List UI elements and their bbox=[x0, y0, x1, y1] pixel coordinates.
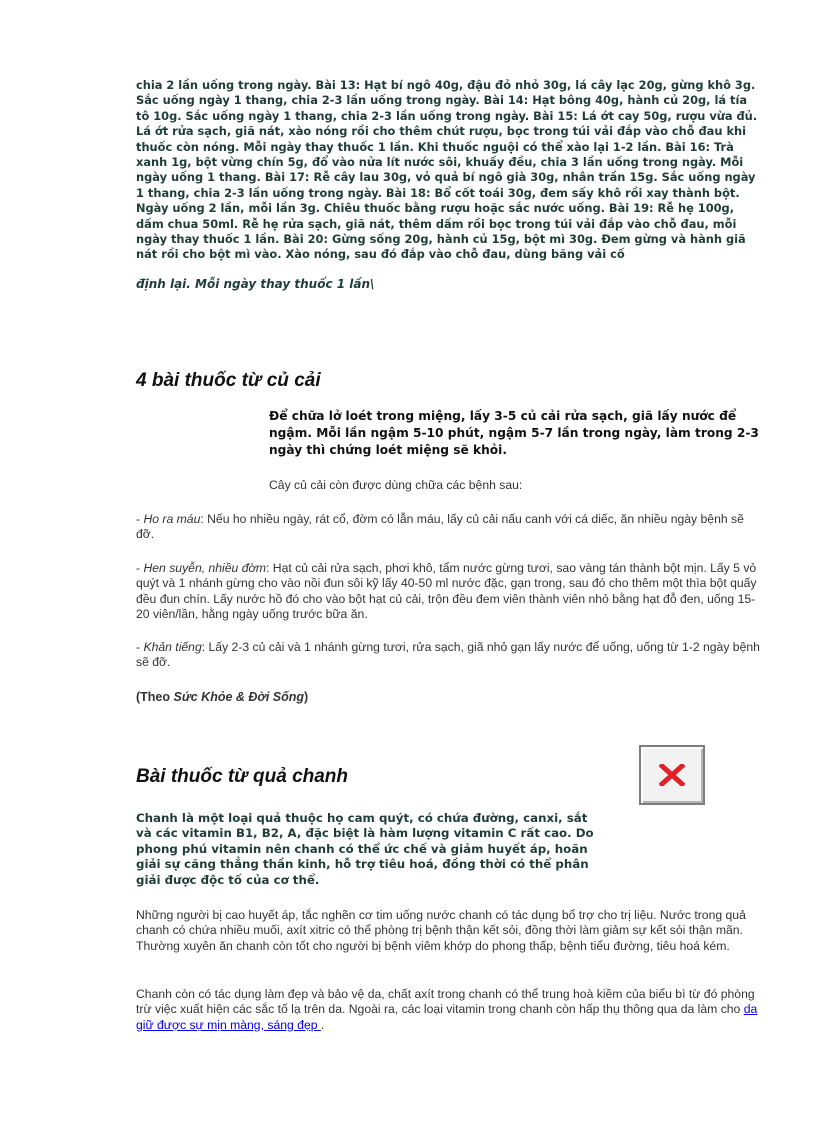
source-credit: (Theo Sức Khỏe & Đời Sống) bbox=[136, 690, 309, 704]
smooth-skin-link[interactable]: da giữ được sự mịn màng, sáng đẹp bbox=[136, 1002, 758, 1032]
list-item-ho-ra-mau: - Ho ra máu: Nếu ho nhiều ngày, rát cổ, đờm có lẫn máu, lấy củ cải nấu canh với cá diếc, ăn nhiều ngày bệnh sẽ đỡ. bbox=[136, 512, 744, 542]
lemon-intro: Chanh là một loại quả thuộc họ cam quýt, có chứa đường, canxi, sắt và các vitamin B1, B2, A, đặc biệt là hàm lượng vitamin C rất cao. Do phong phú vitamin nên chanh có thể ức chế và giảm huyết áp, hoãn giải sự căng thẳng thần kinh, hỗ trợ tiêu hoá, đồng thời có thể phân giải được độc tố của cơ thể. bbox=[136, 811, 594, 887]
term-label: Ho ra máu bbox=[143, 512, 201, 526]
list-item-hen-suyen: - Hen suyễn, nhiều đờm: Hạt củ cải rửa sạch, phơi khô, tẩm nước gừng tươi, sao vàng tán thành bột mịn. Lấy 5 vỏ quýt và 1 nhánh gừng cho vào nồi đun sôi kỹ lấy 40-50 ml nước đặc, gạn trong, sau đó cho thêm một thìa bột quấy đều đun chín. Lấy nước hồ đó cho vào bột hạt củ cải, trộn đều đem viên thành viên nhỏ bằng hạt đỗ đen, uống 15-20 viên/lần, hằng ngày uống trước bữa ăn. bbox=[136, 561, 757, 622]
term-label: Khản tiếng bbox=[143, 640, 202, 654]
list-item-khan-tieng: - Khản tiếng: Lấy 2-3 củ cải và 1 nhánh gừng tươi, rửa sạch, giã nhỏ gạn lấy nước để uống, uống từ 1-2 ngày bệnh sẽ đỡ. bbox=[136, 640, 760, 670]
lemon-paragraph-2: Chanh còn có tác dụng làm đẹp và bảo vệ da, chất axít trong chanh có thể trung hoà kiềm của biểu bì từ đó phòng trừ việc xuất hiện các sắc tố lạ trên da. Ngoài ra, các loại vitamin trong chanh còn hấp thụ thông qua da làm cho da giữ được sự mịn màng, sáng đẹp . bbox=[136, 987, 758, 1032]
term-label: Hen suyễn, nhiều đờm bbox=[143, 561, 266, 575]
remedy-list-paragraph: chia 2 lần uống trong ngày. Bài 13: Hạt bí ngô 40g, đậu đỏ nhỏ 30g, lá cây lạc 20g, gừng khô 3g. Sắc uống ngày 1 thang, chia 2-3 lần uống trong ngày. Bài 14: Hạt bông 40g, hành củ 20g, lá tía tô 10g. Sắc uống ngày 1 thang, chia 2-3 lần uống trong ngày. Bài 15: Lá ớt cay 50g, rượu vừa đủ. Lá ớt rửa sạch, giã nát, xào nóng rồi cho thêm chút rượu, bọc trong túi vải đắp vào chỗ đau khi thuốc còn nóng. Mỗi ngày thay thuốc 1 lần. Khi thuốc nguội có thể xào lại 1-2 lần. Bài 16: Trà xanh 1g, bột vừng chín 5g, đổ vào nửa lít nước sôi, khuấy đều, chia 3 lần uống trong ngày. Mỗi ngày uống 1 thang. Bài 17: Rễ cây lau 30g, vỏ quả bí ngô già 30g, nhân trần 15g. Sắc uống ngày 1 thang, chia 2-3 lần uống trong ngày. Bài 18: Bổ cốt toái 30g, đem sấy khô rồi xay thành bột. Ngày uống 2 lần, mỗi lần 3g. Chiêu thuốc bằng rượu hoặc sắc nước uống. Bài 19: Rễ hẹ 100g, dấm chua 50ml. Rễ hẹ rửa sạch, giã nát, thêm dấm rồi bọc trong túi vải đắp vào chỗ đau, mỗi ngày thay thuốc 1 lần. Bài 20: Gừng sống 20g, hành củ 15g, bột mì 30g. Đem gừng và hành giã nát rồi cho bột mì vào. Xào nóng, sau đó đắp vào chỗ đau, dùng băng vải cố bbox=[136, 78, 758, 262]
lemon-paragraph-1: Những người bị cao huyết áp, tắc nghẽn cơ tim uống nước chanh có tác dụng bổ trợ cho trị liệu. Nước trong quả chanh có chứa nhiều muối, axít xitric có thể phòng trị bệnh thận kết sỏi, đồng thời làm giảm sự kết sỏi thận mãn. Thường xuyên ăn chanh còn tốt cho người bị bệnh viêm khớp do phong thấp, bệnh tiểu đường, tiêu hoá kém. bbox=[136, 908, 746, 953]
broken-image-icon bbox=[639, 745, 705, 805]
radish-lead: Cây củ cải còn được dùng chữa các bệnh sau: bbox=[269, 478, 523, 492]
remedy-list-closing: định lại. Mỗi ngày thay thuốc 1 lần\ bbox=[136, 277, 375, 291]
red-x-icon bbox=[659, 764, 685, 786]
section-title-radish: 4 bài thuốc từ củ cải bbox=[136, 370, 321, 391]
section-title-lemon: Bài thuốc từ quả chanh bbox=[136, 766, 349, 787]
radish-intro: Để chữa lở loét trong miệng, lấy 3-5 củ cải rửa sạch, giã lấy nước để ngậm. Mỗi lần ngậm 5-10 phút, ngậm 5-7 lần trong ngày, làm trong 2-3 ngày thì chứng loét miệng sẽ khỏi. bbox=[269, 409, 759, 457]
